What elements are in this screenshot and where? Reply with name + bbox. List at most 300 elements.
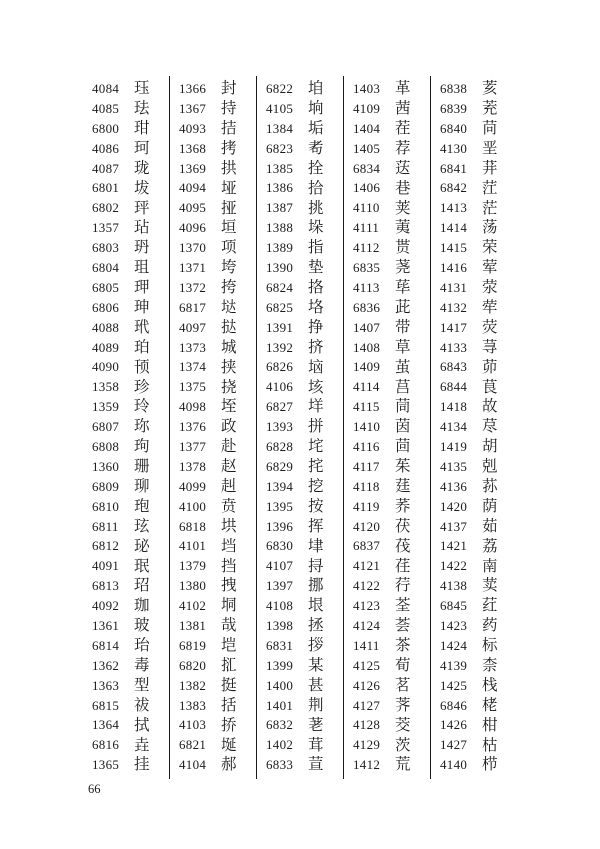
entry-number: 1373 [179, 339, 207, 355]
entry-character: 玻 [134, 617, 150, 635]
entry-character: 城 [221, 338, 237, 356]
entry-character: 甚 [308, 676, 324, 694]
table-row [440, 457, 516, 477]
table-row [92, 596, 169, 616]
entry-number: 4089 [92, 339, 120, 355]
entry-character: 栳 [482, 696, 498, 714]
entry-character: 珋 [134, 478, 150, 495]
entry-number: 6829 [266, 458, 294, 474]
entry-number: 6824 [266, 279, 294, 295]
entry-character: 荒 [395, 756, 411, 774]
table-row [92, 477, 169, 497]
table-row [266, 596, 343, 616]
table-row [266, 338, 343, 358]
entry-number: 1409 [353, 359, 381, 375]
entry-number: 6828 [266, 438, 294, 454]
entry-character: 玲 [134, 398, 150, 416]
entry-character: 埏 [221, 736, 237, 754]
entry-number: 6803 [92, 240, 120, 256]
entry-number: 4137 [440, 518, 468, 534]
table-row [353, 596, 430, 616]
table-row [353, 497, 430, 517]
entry-number: 1374 [179, 359, 207, 375]
entry-character: 赵 [221, 458, 237, 476]
table-row [440, 696, 516, 716]
table-row [92, 318, 169, 338]
entry-character: 玿 [134, 577, 150, 595]
entry-number: 4088 [92, 319, 120, 335]
entry-character: 茹 [482, 517, 498, 535]
entry-number: 1357 [92, 220, 120, 236]
entry-character: 挞 [221, 318, 237, 336]
table-row [266, 457, 343, 477]
entry-number: 1367 [179, 100, 207, 116]
entry-number: 4133 [440, 339, 468, 355]
entry-number: 4111 [353, 220, 380, 236]
table-row [440, 477, 516, 497]
entry-character: 荧 [482, 318, 498, 336]
table-row [179, 457, 256, 477]
entry-number: 6816 [92, 737, 120, 753]
entry-number: 1375 [179, 379, 207, 395]
entry-character: 垏 [308, 537, 324, 555]
entry-character: 挤 [308, 338, 324, 356]
entry-character: 茬 [395, 119, 411, 137]
entry-character: 垩 [482, 139, 498, 157]
entry-character: 政 [221, 418, 237, 436]
table-row [179, 417, 256, 437]
table-row [440, 218, 516, 238]
entry-character: 拷 [221, 139, 237, 157]
entry-number: 6802 [92, 200, 120, 216]
entry-character: 垠 [308, 597, 324, 615]
entry-character: 荛 [395, 259, 411, 277]
entry-character: 荫 [482, 497, 498, 515]
entry-character: 茈 [395, 298, 411, 316]
entry-character: 荡 [482, 219, 498, 237]
entry-character: 赳 [221, 478, 237, 495]
table-row [179, 596, 256, 616]
entry-number: 4100 [179, 498, 207, 514]
table-row [92, 417, 169, 437]
entry-character: 荥 [482, 279, 498, 297]
table-row [92, 198, 169, 218]
table-row [353, 556, 430, 576]
entry-number: 4094 [179, 180, 207, 196]
entry-number: 6810 [92, 498, 120, 514]
table-row [92, 99, 169, 119]
entry-number: 4098 [179, 399, 207, 415]
entry-character: 胡 [482, 438, 498, 456]
table-row [353, 616, 430, 636]
table-row [353, 676, 430, 696]
entry-character: 垧 [308, 100, 324, 118]
entry-character: 挺 [221, 676, 237, 694]
table-row [266, 198, 343, 218]
table-row [440, 536, 516, 556]
entry-number: 4125 [353, 657, 381, 673]
entry-number: 4122 [353, 578, 381, 594]
entry-number: 4115 [353, 399, 380, 415]
entry-character: 荖 [308, 716, 324, 734]
entry-character: 茱 [395, 458, 411, 476]
table-row [353, 417, 430, 437]
entry-character: 茳 [482, 179, 498, 197]
entry-character: 荔 [482, 537, 498, 555]
entry-character: 垱 [221, 537, 237, 555]
entry-character: 拮 [221, 119, 237, 137]
entry-character: 垎 [308, 298, 324, 316]
table-row [353, 457, 430, 477]
entry-number: 6830 [266, 538, 294, 554]
entry-character: 垚 [134, 736, 150, 754]
table-row [266, 497, 343, 517]
entry-number: 4136 [440, 478, 468, 494]
entry-character: 莛 [395, 478, 411, 495]
entry-character: 拭 [134, 716, 150, 734]
table-row [179, 99, 256, 119]
table-row [92, 556, 169, 576]
character-index-table [88, 76, 516, 779]
entry-character: 拾 [308, 179, 324, 197]
table-row [440, 556, 516, 576]
entry-character: 荚 [395, 199, 411, 217]
entry-number: 6831 [266, 637, 294, 653]
table-row [179, 536, 256, 556]
table-row [353, 536, 430, 556]
table-row [92, 696, 169, 716]
entry-number: 4131 [440, 279, 468, 295]
entry-number: 4087 [92, 160, 120, 176]
entry-number: 6818 [179, 518, 207, 534]
entry-character: 拽 [221, 577, 237, 595]
table-row [353, 477, 430, 497]
table-row [353, 696, 430, 716]
table-row [440, 755, 516, 775]
entry-number: 6805 [92, 279, 120, 295]
table-row [440, 417, 516, 437]
entry-number: 6811 [92, 518, 119, 534]
entry-number: 6826 [266, 359, 294, 375]
table-row [440, 716, 516, 736]
table-row [92, 616, 169, 636]
entry-number: 6844 [440, 379, 468, 395]
table-row [440, 99, 516, 119]
entry-number: 4126 [353, 677, 381, 693]
table-row [353, 755, 430, 775]
entry-character: 珊 [134, 458, 150, 476]
entry-character: 剋 [482, 458, 498, 476]
entry-character: 㧟 [221, 657, 237, 675]
entry-number: 1385 [266, 160, 294, 176]
char-table-column-4 [344, 76, 431, 779]
table-row [353, 298, 430, 318]
entry-number: 1396 [266, 518, 294, 534]
entry-character: 荆 [308, 696, 324, 714]
entry-character: 型 [134, 676, 150, 694]
table-row [92, 357, 169, 377]
table-row [440, 616, 516, 636]
entry-number: 1411 [353, 637, 380, 653]
entry-number: 1416 [440, 259, 468, 275]
entry-number: 6801 [92, 180, 120, 196]
entry-number: 4095 [179, 200, 207, 216]
table-row [179, 258, 256, 278]
entry-number: 4109 [353, 100, 381, 116]
table-row [266, 258, 343, 278]
table-row [440, 437, 516, 457]
entry-character: 珆 [134, 637, 150, 655]
entry-number: 1415 [440, 240, 468, 256]
entry-number: 1418 [440, 399, 468, 415]
entry-character: 茜 [395, 100, 411, 118]
entry-number: 1379 [179, 558, 207, 574]
entry-character: 珌 [134, 537, 150, 555]
table-row [179, 497, 256, 517]
table-row [353, 318, 430, 338]
char-table-column-2 [170, 76, 257, 779]
table-row [440, 338, 516, 358]
table-row [353, 278, 430, 298]
entry-number: 1387 [266, 200, 294, 216]
entry-number: 4120 [353, 518, 381, 534]
entry-character: 荪 [482, 478, 498, 495]
table-row [353, 218, 430, 238]
entry-character: 挓 [308, 458, 324, 476]
entry-number: 4090 [92, 359, 120, 375]
table-row [92, 298, 169, 318]
table-row [440, 656, 516, 676]
table-row [353, 656, 430, 676]
table-row [266, 517, 343, 537]
table-row [266, 477, 343, 497]
entry-number: 1393 [266, 419, 294, 435]
entry-number: 4096 [179, 220, 207, 236]
entry-number: 1369 [179, 160, 207, 176]
entry-character: 垴 [308, 358, 324, 376]
entry-character: 垭 [221, 179, 237, 197]
entry-number: 4093 [179, 120, 207, 136]
entry-number: 6804 [92, 259, 120, 275]
page-number: 66 [88, 782, 101, 796]
entry-character: 哉 [221, 617, 237, 635]
entry-number: 6836 [353, 299, 381, 315]
entry-number: 6834 [353, 160, 381, 176]
entry-number: 1420 [440, 498, 468, 514]
table-row [92, 159, 169, 179]
entry-character: 项 [221, 239, 237, 257]
table-row [440, 397, 516, 417]
entry-number: 1408 [353, 339, 381, 355]
entry-number: 1406 [353, 180, 381, 196]
table-row [179, 656, 256, 676]
entry-character: 垍 [308, 80, 324, 98]
entry-character: 玸 [134, 497, 150, 515]
entry-character: 荐 [395, 139, 411, 157]
entry-number: 1402 [266, 737, 294, 753]
entry-character: 顸 [134, 358, 150, 376]
entry-character: 荓 [482, 159, 498, 177]
table-row [266, 119, 343, 139]
table-row [353, 159, 430, 179]
table-row [440, 596, 516, 616]
entry-character: 荨 [482, 338, 498, 356]
entry-character: 茷 [395, 537, 411, 555]
table-row [92, 278, 169, 298]
entry-number: 4092 [92, 598, 120, 614]
entry-character: 珅 [134, 298, 150, 316]
table-row [266, 536, 343, 556]
entry-character: 荦 [482, 298, 498, 316]
entry-number: 4124 [353, 617, 381, 633]
entry-character: 栉 [482, 756, 498, 774]
table-row [440, 278, 516, 298]
entry-character: 垢 [308, 119, 324, 137]
entry-character: 挦 [308, 557, 324, 575]
entry-number: 1404 [353, 120, 381, 136]
table-row [92, 576, 169, 596]
entry-number: 4139 [440, 657, 468, 673]
table-row [179, 735, 256, 755]
table-row [92, 258, 169, 278]
entry-number: 6845 [440, 598, 468, 614]
table-row [353, 397, 430, 417]
table-row [440, 318, 516, 338]
table-row [179, 178, 256, 198]
entry-number: 1426 [440, 717, 468, 733]
table-row [92, 676, 169, 696]
entry-character: 垮 [221, 259, 237, 277]
table-row [179, 159, 256, 179]
table-row [179, 437, 256, 457]
entry-character: 茫 [482, 199, 498, 217]
entry-character: 柑 [482, 716, 498, 734]
entry-number: 4110 [353, 200, 380, 216]
char-table-column-3 [257, 76, 344, 779]
entry-number: 4119 [353, 498, 380, 514]
table-row [179, 397, 256, 417]
table-row [179, 477, 256, 497]
entry-number: 1401 [266, 697, 294, 713]
entry-character: 珐 [134, 100, 150, 118]
entry-character: 标 [482, 637, 498, 655]
table-row [179, 517, 256, 537]
entry-character: 垯 [221, 298, 237, 316]
entry-number: 1364 [92, 717, 120, 733]
entry-number: 4138 [440, 578, 468, 594]
table-row [266, 178, 343, 198]
entry-number: 1414 [440, 220, 468, 236]
table-row [266, 437, 343, 457]
entry-character: 荀 [395, 657, 411, 675]
entry-character: 荤 [482, 259, 498, 277]
entry-character: 荟 [395, 617, 411, 635]
entry-number: 6838 [440, 80, 468, 96]
table-row [440, 517, 516, 537]
entry-number: 1378 [179, 458, 207, 474]
table-row [353, 735, 430, 755]
entry-number: 6833 [266, 757, 294, 773]
entry-number: 4127 [353, 697, 381, 713]
entry-number: 4117 [353, 458, 380, 474]
entry-character: 挥 [308, 517, 324, 535]
char-table-column-1 [88, 76, 170, 779]
entry-character: 荙 [395, 159, 411, 177]
entry-number: 1392 [266, 339, 294, 355]
entry-character: 贳 [395, 239, 411, 257]
entry-character: 郝 [221, 756, 237, 774]
entry-character: 玳 [134, 318, 150, 336]
entry-number: 4116 [353, 438, 380, 454]
entry-number: 1407 [353, 319, 381, 335]
entry-number: 1371 [179, 259, 207, 275]
table-row [440, 258, 516, 278]
table-row [440, 735, 516, 755]
table-row [92, 79, 169, 99]
entry-number: 1419 [440, 438, 468, 454]
table-row [179, 238, 256, 258]
entry-number: 1382 [179, 677, 207, 693]
entry-number: 1376 [179, 419, 207, 435]
entry-number: 4099 [179, 478, 207, 494]
table-row [179, 377, 256, 397]
table-row [179, 139, 256, 159]
entry-character: 苘 [482, 119, 498, 137]
entry-number: 6832 [266, 717, 294, 733]
entry-number: 4084 [92, 80, 120, 96]
entry-number: 4097 [179, 319, 207, 335]
entry-number: 6842 [440, 180, 468, 196]
table-row [353, 119, 430, 139]
entry-character: 挜 [221, 199, 237, 217]
entry-character: 玷 [134, 219, 150, 237]
entry-character: 挢 [221, 716, 237, 734]
entry-number: 6821 [179, 737, 207, 753]
table-row [266, 218, 343, 238]
table-row [440, 139, 516, 159]
table-row [266, 159, 343, 179]
table-row [266, 616, 343, 636]
entry-number: 6835 [353, 259, 381, 275]
entry-character: 荣 [482, 239, 498, 257]
table-row [353, 377, 430, 397]
table-row [179, 755, 256, 775]
entry-number: 6822 [266, 80, 294, 96]
table-row [266, 556, 343, 576]
table-row [353, 258, 430, 278]
entry-character: 珑 [134, 159, 150, 177]
entry-number: 6807 [92, 419, 120, 435]
table-row [440, 119, 516, 139]
entry-character: 莒 [395, 378, 411, 396]
entry-character: 挪 [308, 577, 324, 595]
entry-character: 垞 [308, 438, 324, 456]
entry-character: 拯 [308, 617, 324, 635]
table-row [266, 377, 343, 397]
entry-character: 祓 [134, 696, 150, 714]
entry-number: 1423 [440, 617, 468, 633]
table-row [179, 616, 256, 636]
entry-number: 1412 [353, 757, 381, 773]
entry-number: 1359 [92, 399, 120, 415]
table-row [353, 178, 430, 198]
entry-number: 4113 [353, 279, 380, 295]
table-row [440, 178, 516, 198]
table-row [179, 278, 256, 298]
entry-character: 茵 [395, 418, 411, 436]
table-row [92, 437, 169, 457]
entry-number: 4132 [440, 299, 468, 315]
